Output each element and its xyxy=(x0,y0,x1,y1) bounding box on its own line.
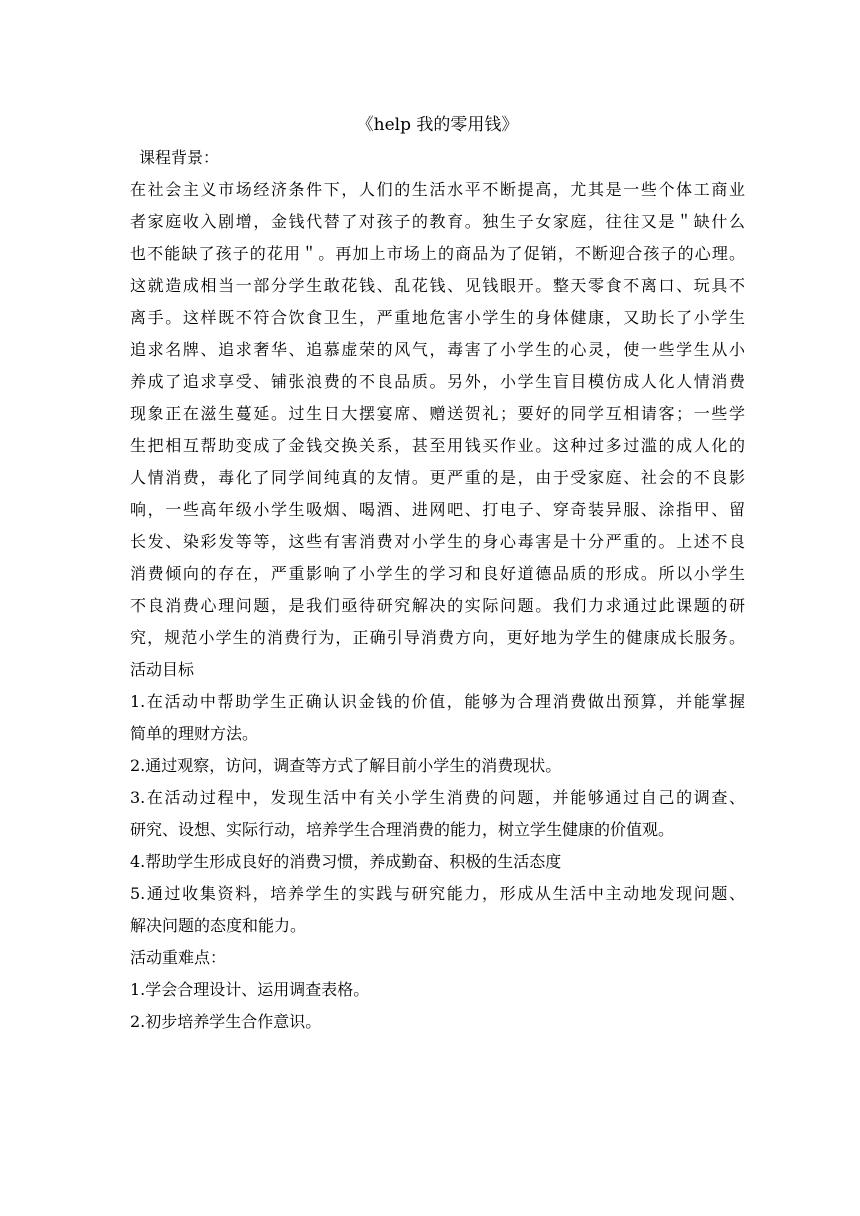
goal-item xyxy=(130,686,745,750)
paragraph-line: 也不能缺了孩子的花用＂。再加上市场上的商品为了促销，不断迎合孩子的心理。 xyxy=(130,244,745,263)
goal-item xyxy=(130,846,745,878)
document-title: 《help 我的零用钱》 xyxy=(356,115,519,135)
goal-line: 4.帮助学生形成良好的消费习惯，养成勤奋、积极的生活态度 xyxy=(130,852,562,871)
key-point-item: 2.初步培养学生合作意识。 xyxy=(130,1012,322,1031)
paragraph-line: 生把相互帮助变成了金钱交换关系，甚至用钱买作业。这种过多过滥的成人化的 xyxy=(130,436,745,455)
paragraph-line: 养成了追求享受、铺张浪费的不良品质。另外，小学生盲目模仿成人化人情消费 xyxy=(130,372,745,391)
paragraph-line: 消费倾向的存在，严重影响了小学生的学习和良好道德品质的形成。所以小学生 xyxy=(130,564,745,583)
paragraph-line: 这就造成相当一部分学生敢花钱、乱花钱、见钱眼开。整天零食不离口、玩具不 xyxy=(130,276,745,295)
goals-heading: 活动目标 xyxy=(130,660,195,679)
goals-list xyxy=(130,686,745,942)
goal-line: 2.通过观察，访问，调查等方式了解目前小学生的消费现状。 xyxy=(130,756,562,775)
paragraph-line: 追求名牌、追求奢华、追慕虚荣的风气，毒害了小学生的心灵，使一些学生从小 xyxy=(130,340,745,359)
document-body xyxy=(130,112,745,1038)
paragraph-line: 响，一些高年级小学生吸烟、喝酒、进网吧、打电子、穿奇装异服、涂指甲、留 xyxy=(130,500,745,519)
key-points-list xyxy=(130,974,745,1038)
paragraph-line: 在社会主义市场经济条件下，人们的生活水平不断提高，尤其是一些个体工商业 xyxy=(130,180,745,199)
background-heading: 课程背景： xyxy=(139,148,220,167)
goal-line: 研究、设想、实际行动，培养学生合理消费的能力，树立学生健康的价值观。 xyxy=(130,820,675,839)
goal-line: 1.在活动中帮助学生正确认识金钱的价值，能够为合理消费做出预算，并能掌握 xyxy=(130,692,745,711)
paragraph-line: 究，规范小学生的消费行为，正确引导消费方向，更好地为学生的健康成长服务。 xyxy=(130,628,745,647)
goal-item xyxy=(130,750,745,782)
goal-line: 简单的理财方法。 xyxy=(130,724,259,743)
key-points-heading: 活动重难点： xyxy=(130,948,227,967)
paragraph-line: 长发、染彩发等等，这些有害消费对小学生的身心毒害是十分严重的。上述不良 xyxy=(130,532,745,551)
goal-line: 3.在活动过程中，发现生活中有关小学生消费的问题，并能够通过自己的调查、 xyxy=(130,788,745,807)
paragraph-line: 离手。这样既不符合饮食卫生，严重地危害小学生的身体健康，又助长了小学生 xyxy=(130,308,745,327)
goal-line: 解决问题的态度和能力。 xyxy=(130,916,307,935)
goal-line: 5.通过收集资料，培养学生的实践与研究能力，形成从生活中主动地发现问题、 xyxy=(130,884,745,903)
paragraph-line: 者家庭收入剧增，金钱代替了对孩子的教育。独生子女家庭，往往又是＂缺什么 xyxy=(130,212,745,231)
background-paragraph xyxy=(130,174,745,654)
goal-item xyxy=(130,782,745,846)
paragraph-line: 不良消费心理问题，是我们亟待研究解决的实际问题。我们力求通过此课题的研 xyxy=(130,596,745,615)
paragraph-line: 人情消费，毒化了同学间纯真的友情。更严重的是，由于受家庭、社会的不良影 xyxy=(130,468,745,487)
goal-item xyxy=(130,878,745,942)
key-point-item: 1.学会合理设计、运用调查表格。 xyxy=(130,980,370,999)
paragraph-line: 现象正在滋生蔓延。过生日大摆宴席、赠送贺礼；要好的同学互相请客；一些学 xyxy=(130,404,745,423)
